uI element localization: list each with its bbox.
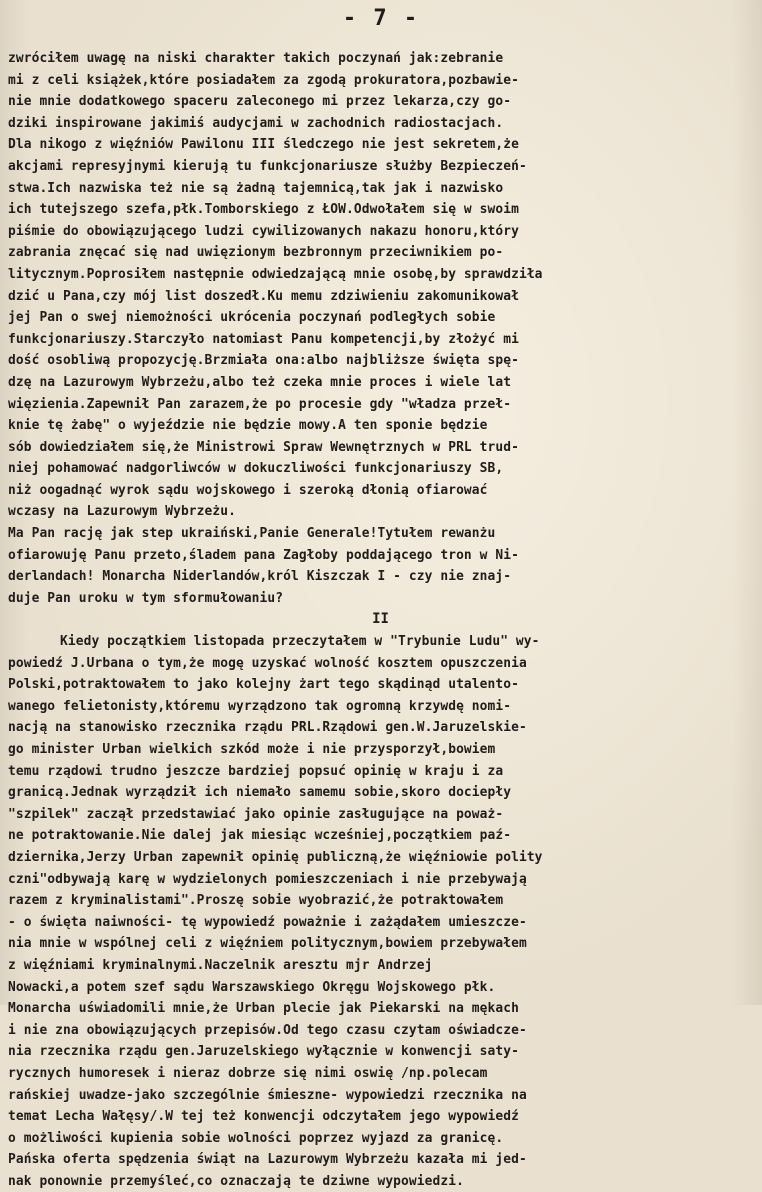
text-line: niż oogadnąć wyrok sądu wojskowego i szeroką dłonią ofiarować [8, 482, 488, 498]
text-line: ne potraktowanie.Nie dalej jak miesiąc wcześniej,początkiem paź- [8, 828, 512, 844]
text-line: dziki inspirowane jakimiś audycjami w zachodnich radiostacjach. [8, 115, 504, 131]
text-line: "szpilek" zaczął przedstawiać jako opinie zasługujące na poważ- [8, 806, 504, 822]
text-line: i nie zna obowiązujących przepisów.Od tego czasu czytam oświadcze- [8, 1022, 527, 1038]
text-line: ofiarowuję Panu przeto,śladem pana Zagłoby poddającego tron w Ni- [8, 547, 519, 563]
text-line: Pańska oferta spędzenia świąt na Lazurowym Wybrzeżu kazała mi jed- [8, 1152, 527, 1168]
text-line: nia rzecznika rządu gen.Jaruzelskiego wyłącznie w konwencji saty- [8, 1044, 519, 1060]
page-body [8, 48, 753, 1192]
text-line: sób dowiedziałem się,że Ministrowi Spraw Wewnętrznych w PRL trud- [8, 439, 519, 455]
text-line: powiedź J.Urbana o tym,że mogę uzyskać wolność kosztem opuszczenia [8, 655, 527, 671]
text-line: zwróciłem uwagę na niski charakter takich poczynań jak:zebranie [8, 51, 504, 66]
text-line: zabrania znęcać się nad uwięzionym bezbronnym przeciwnikiem po- [8, 245, 504, 261]
text-line: funkcjonariuszy.Starczyło natomiast Panu kompetencji,by złożyć mi [8, 331, 519, 347]
text-line: granicą.Jednak wyrządził ich niemało samemu sobie,skoro dociepły [8, 785, 512, 801]
text-line: ich tutejszego szefa,płk.Tomborskiego z ŁOW.Odwołałem się w swoim [8, 202, 519, 218]
text-line: Ma Pan rację jak step ukraiński,Panie Generale!Tytułem rewanżu [8, 526, 496, 542]
text-line: więzienia.Zapewnił Pan zarazem,że po procesie gdy "władza przeł- [8, 396, 512, 412]
text-line: rycznych humoresek i nieraz dobrze się nimi oswię /np.polecam [8, 1065, 488, 1081]
text-line: mi z celi książek,które posiadałem za zgodą prokuratora,pozbawie- [8, 72, 519, 88]
text-line: dzę na Lazurowym Wybrzeżu,albo też czeka mnie proces i wiele lat [8, 374, 512, 390]
section-heading: II [372, 611, 389, 628]
text-line: Dla nikogo z więźniów Pawilonu III śledczego nie jest sekretem,że [8, 137, 519, 153]
text-line: temat Lecha Wałęsy/.W tej też konwencji odczytałem jego wypowiedź [8, 1109, 519, 1125]
text-line: jej Pan o swej niemożności ukrócenia poczynań podległych sobie [8, 310, 496, 326]
page-number: - 7 - [342, 6, 420, 31]
text-line: nak ponownie przemyśleć,co oznaczają te dziwne wypowiedzi. [8, 1173, 464, 1189]
text-line: litycznym.Poprosiłem następnie odwiedzającą mnie osobę,by sprawdziła [8, 266, 543, 282]
text-line: go minister Urban wielkich szkód może i nie przysporzył,bowiem [8, 742, 496, 757]
text-line: nie mnie dodatkowego spaceru zaleconego mi przez lekarza,czy go- [8, 94, 512, 110]
text-line: razem z kryminalistami".Proszę sobie wyobrazić,że potraktowałem [8, 893, 504, 909]
paragraph-2 [8, 631, 753, 1192]
text-line: duje Pan uroku w tym sformułowaniu? [8, 590, 284, 606]
text-line: Nowacki,a potem szef sądu Warszawskiego Okręgu Wojskowego płk. [8, 979, 496, 995]
text-line: nia mnie w wspólnej celi z więźniem politycznym,bowiem przebywałem [8, 936, 527, 952]
text-line: o możliwości kupienia sobie wolności poprzez wyjazd za granicę. [8, 1130, 504, 1146]
text-line: dziernika,Jerzy Urban zapewnił opinię publiczną,że więźniowie polity [8, 849, 543, 865]
text-line: wczasy na Lazurowym Wybrzeżu. [8, 504, 236, 520]
text-line: dość osobliwą propozycję.Brzmiała ona:albo najbliższe święta spę- [8, 353, 519, 369]
text-line: z więźniami kryminalnymi.Naczelnik aresztu mjr Andrzej [8, 957, 433, 973]
text-line: wanego felietonisty,któremu wyrządzono tak ogromną krzywdę nomi- [8, 698, 512, 714]
text-line: rańskiej uwadze-jako szczególnie śmieszne- wypowiedzi rzecznika na [8, 1087, 527, 1103]
text-line: czni"odbywają karę w wydzielonych pomieszczeniach i nie przebywają [8, 871, 527, 887]
text-line: Kiedy początkiem listopada przeczytałem w "Trybunie Ludu" wy- [60, 634, 540, 650]
text-line: piśmie do obowiązującego ludzi cywilizowanych nakazu honoru,który [8, 223, 519, 239]
text-line: Monarcha uświadomili mnie,że Urban plecie jak Piekarski na mękach [8, 1001, 519, 1017]
text-line: knie tę żabę" o wyjeździe nie będzie mowy.A ten sponie będzie [8, 418, 488, 434]
text-line: derlandach! Monarcha Niderlandów,król Kiszczak I - czy nie znaj- [8, 569, 512, 585]
text-line: akcjami represyjnymi kierują tu funkcjonariusze służby Bezpieczeń- [8, 158, 527, 174]
paragraph-1 [8, 48, 753, 609]
text-line: niej pohamować nadgorliwców w dokuczliwości funkcjonariuszy SB, [8, 461, 504, 477]
text-line: nacją na stanowisko rzecznika rządu PRL.Rządowi gen.W.Jaruzelskie- [8, 720, 527, 736]
text-line: temu rządowi trudno jeszcze bardziej popsuć opinię w kraju i za [8, 763, 504, 779]
text-line: - o święta naiwności- tę wypowiedź poważnie i zażądałem umieszcze- [8, 914, 527, 930]
text-line: dzić u Pana,czy mój list doszedł.Ku memu zdziwieniu zakomunikował [8, 288, 519, 304]
text-line: Polski,potraktowałem to jako kolejny żart tego skądinąd utalento- [8, 677, 519, 693]
text-line: stwa.Ich nazwiska też nie są żadną tajemnicą,tak jak i nazwisko [8, 180, 504, 196]
